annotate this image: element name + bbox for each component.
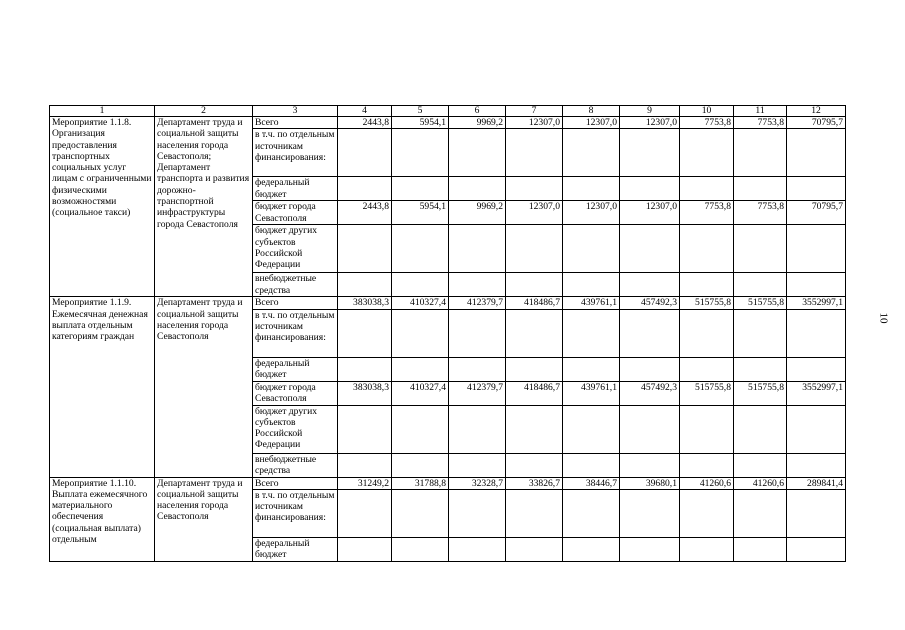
- table-cell: 383038,3: [338, 297, 392, 309]
- table-cell: 9969,2: [449, 117, 506, 129]
- column-header: 3: [253, 106, 338, 117]
- page-number: 10: [877, 312, 890, 324]
- column-header: 11: [734, 106, 787, 117]
- event-executor: Департамент труда и социальной защиты населения города Севастополя: [155, 297, 253, 477]
- source-label: федеральный бюджет: [253, 177, 338, 201]
- column-header: 5: [392, 106, 449, 117]
- table-cell: 3552997,1: [787, 381, 846, 405]
- source-label: в т.ч. по отдельным источникам финансирования:: [253, 309, 338, 357]
- table-cell: 515755,8: [734, 297, 787, 309]
- table-row: [50, 297, 846, 309]
- table-cell: 12307,0: [620, 201, 680, 225]
- table-cell: 515755,8: [734, 381, 787, 405]
- table-cell: 31788,8: [392, 477, 449, 489]
- table-cell: 457492,3: [620, 381, 680, 405]
- table-cell: 41260,6: [680, 477, 734, 489]
- table-cell: 410327,4: [392, 381, 449, 405]
- column-header: 7: [506, 106, 563, 117]
- table-cell: 383038,3: [338, 381, 392, 405]
- column-header: 1: [50, 106, 155, 117]
- table-cell: 33826,7: [506, 477, 563, 489]
- source-label: Всего: [253, 297, 338, 309]
- column-header: 8: [563, 106, 620, 117]
- table-cell: 12307,0: [506, 201, 563, 225]
- table-cell: 12307,0: [506, 117, 563, 129]
- source-label: Всего: [253, 117, 338, 129]
- column-header: 6: [449, 106, 506, 117]
- event-title: Мероприятие 1.1.10. Выплата ежемесячного материального обеспечения (социальная выплата) отдельным: [50, 477, 155, 561]
- source-label: бюджет города Севастополя: [253, 381, 338, 405]
- source-label: бюджет города Севастополя: [253, 201, 338, 225]
- table-cell: 12307,0: [563, 117, 620, 129]
- event-title: Мероприятие 1.1.9. Ежемесячная денежная выплата отдельным категориям граждан: [50, 297, 155, 477]
- table-cell: 70795,7: [787, 201, 846, 225]
- table-cell: 515755,8: [680, 297, 734, 309]
- table-cell: 12307,0: [563, 201, 620, 225]
- table-cell: 32328,7: [449, 477, 506, 489]
- table-cell: 5954,1: [392, 201, 449, 225]
- table-cell: 412379,7: [449, 381, 506, 405]
- table-cell: 457492,3: [620, 297, 680, 309]
- table-cell: 418486,7: [506, 297, 563, 309]
- table-cell: 515755,8: [680, 381, 734, 405]
- column-header: 4: [338, 106, 392, 117]
- table-row: [50, 477, 846, 489]
- table-cell: 410327,4: [392, 297, 449, 309]
- source-label: бюджет других субъектов Российской Федерации: [253, 405, 338, 453]
- table-cell: 39680,1: [620, 477, 680, 489]
- source-label: внебюджетные средства: [253, 453, 338, 477]
- column-header: 9: [620, 106, 680, 117]
- table-cell: 31249,2: [338, 477, 392, 489]
- event-executor: Департамент труда и социальной защиты населения города Севастополя; Департамент транспорта и развития дорожно-транспортной инфраструктуры города Севастополя: [155, 117, 253, 297]
- table-cell: 38446,7: [563, 477, 620, 489]
- table-row: [50, 117, 846, 129]
- table-cell: 70795,7: [787, 117, 846, 129]
- table-cell: 9969,2: [449, 201, 506, 225]
- source-label: федеральный бюджет: [253, 357, 338, 381]
- source-label: внебюджетные средства: [253, 273, 338, 297]
- event-title: Мероприятие 1.1.8. Организация предоставления транспортных социальных услуг лицам с ограниченными физическими возможностями (социальное такси): [50, 117, 155, 297]
- source-label: в т.ч. по отдельным источникам финансирования:: [253, 489, 338, 537]
- table-cell: 439761,1: [563, 297, 620, 309]
- table-cell: 418486,7: [506, 381, 563, 405]
- header-row: [50, 106, 846, 117]
- source-label: бюджет других субъектов Российской Федерации: [253, 225, 338, 273]
- budget-table-container: [49, 105, 846, 562]
- column-header: 12: [787, 106, 846, 117]
- table-cell: 7753,8: [734, 201, 787, 225]
- column-header: 10: [680, 106, 734, 117]
- event-executor: Департамент труда и социальной защиты населения города Севастополя: [155, 477, 253, 561]
- source-label: федеральный бюджет: [253, 537, 338, 561]
- budget-table: [49, 105, 846, 562]
- table-cell: 289841,4: [787, 477, 846, 489]
- column-header: 2: [155, 106, 253, 117]
- table-cell: 5954,1: [392, 117, 449, 129]
- table-cell: 7753,8: [680, 117, 734, 129]
- table-cell: 2443,8: [338, 117, 392, 129]
- table-cell: 12307,0: [620, 117, 680, 129]
- table-cell: 41260,6: [734, 477, 787, 489]
- table-cell: 7753,8: [734, 117, 787, 129]
- table-cell: 439761,1: [563, 381, 620, 405]
- table-cell: 2443,8: [338, 201, 392, 225]
- table-cell: 412379,7: [449, 297, 506, 309]
- source-label: в т.ч. по отдельным источникам финансирования:: [253, 129, 338, 177]
- table-cell: 7753,8: [680, 201, 734, 225]
- table-cell: 3552997,1: [787, 297, 846, 309]
- source-label: Всего: [253, 477, 338, 489]
